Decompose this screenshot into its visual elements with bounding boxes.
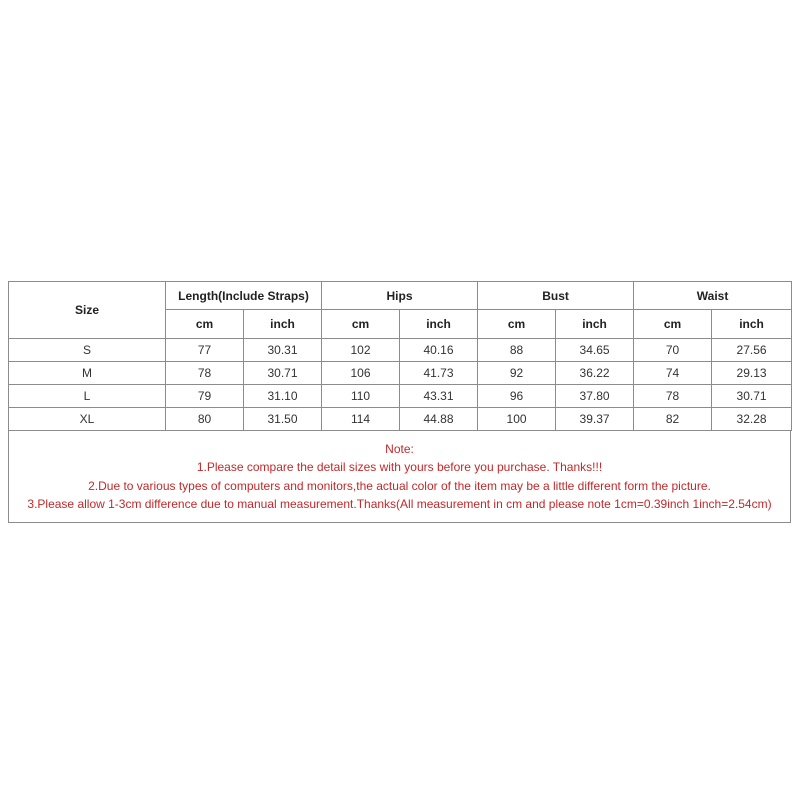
value-cell: 44.88	[400, 408, 478, 431]
note-line: 2.Due to various types of computers and monitors,the actual color of the item may be a little different form the picture.	[88, 478, 711, 493]
size-chart	[8, 281, 791, 523]
value-cell: 34.65	[556, 339, 634, 362]
unit-header: inch	[712, 310, 792, 339]
table-row	[9, 362, 792, 385]
table-body	[9, 339, 792, 431]
value-cell: 70	[634, 339, 712, 362]
unit-header: cm	[166, 310, 244, 339]
notes-box	[8, 431, 791, 523]
value-cell: 37.80	[556, 385, 634, 408]
value-cell: 32.28	[712, 408, 792, 431]
value-cell: 80	[166, 408, 244, 431]
value-cell: 41.73	[400, 362, 478, 385]
value-cell: 114	[322, 408, 400, 431]
value-cell: 29.13	[712, 362, 792, 385]
value-cell: 36.22	[556, 362, 634, 385]
value-cell: 102	[322, 339, 400, 362]
size-header: Size	[9, 282, 166, 339]
value-cell: 39.37	[556, 408, 634, 431]
size-cell: S	[9, 339, 166, 362]
value-cell: 31.50	[244, 408, 322, 431]
size-cell: L	[9, 385, 166, 408]
unit-header: inch	[244, 310, 322, 339]
header-row-groups	[9, 282, 792, 310]
group-header-waist: Waist	[634, 282, 792, 310]
value-cell: 30.71	[712, 385, 792, 408]
unit-header: cm	[634, 310, 712, 339]
value-cell: 31.10	[244, 385, 322, 408]
value-cell: 74	[634, 362, 712, 385]
table-row	[9, 385, 792, 408]
size-cell: XL	[9, 408, 166, 431]
unit-header: cm	[322, 310, 400, 339]
value-cell: 77	[166, 339, 244, 362]
size-table	[8, 281, 792, 431]
note-title: Note:	[385, 441, 414, 456]
group-header-hips: Hips	[322, 282, 478, 310]
value-cell: 40.16	[400, 339, 478, 362]
value-cell: 100	[478, 408, 556, 431]
note-line: 1.Please compare the detail sizes with yours before you purchase. Thanks!!!	[196, 460, 603, 474]
group-header-length: Length(Include Straps)	[166, 282, 322, 310]
value-cell: 92	[478, 362, 556, 385]
value-cell: 30.71	[244, 362, 322, 385]
value-cell: 78	[634, 385, 712, 408]
size-cell: M	[9, 362, 166, 385]
value-cell: 110	[322, 385, 400, 408]
unit-header: inch	[400, 310, 478, 339]
value-cell: 30.31	[244, 339, 322, 362]
value-cell: 27.56	[712, 339, 792, 362]
value-cell: 43.31	[400, 385, 478, 408]
table-row	[9, 339, 792, 362]
value-cell: 88	[478, 339, 556, 362]
note-line: 3.Please allow 1-3cm difference due to manual measurement.Thanks(All measurement in cm and please note 1cm=0.39inch 1inch=2.54cm)	[27, 497, 772, 511]
table-row	[9, 408, 792, 431]
group-header-bust: Bust	[478, 282, 634, 310]
unit-header: inch	[556, 310, 634, 339]
value-cell: 82	[634, 408, 712, 431]
unit-header: cm	[478, 310, 556, 339]
value-cell: 96	[478, 385, 556, 408]
value-cell: 106	[322, 362, 400, 385]
value-cell: 79	[166, 385, 244, 408]
value-cell: 78	[166, 362, 244, 385]
